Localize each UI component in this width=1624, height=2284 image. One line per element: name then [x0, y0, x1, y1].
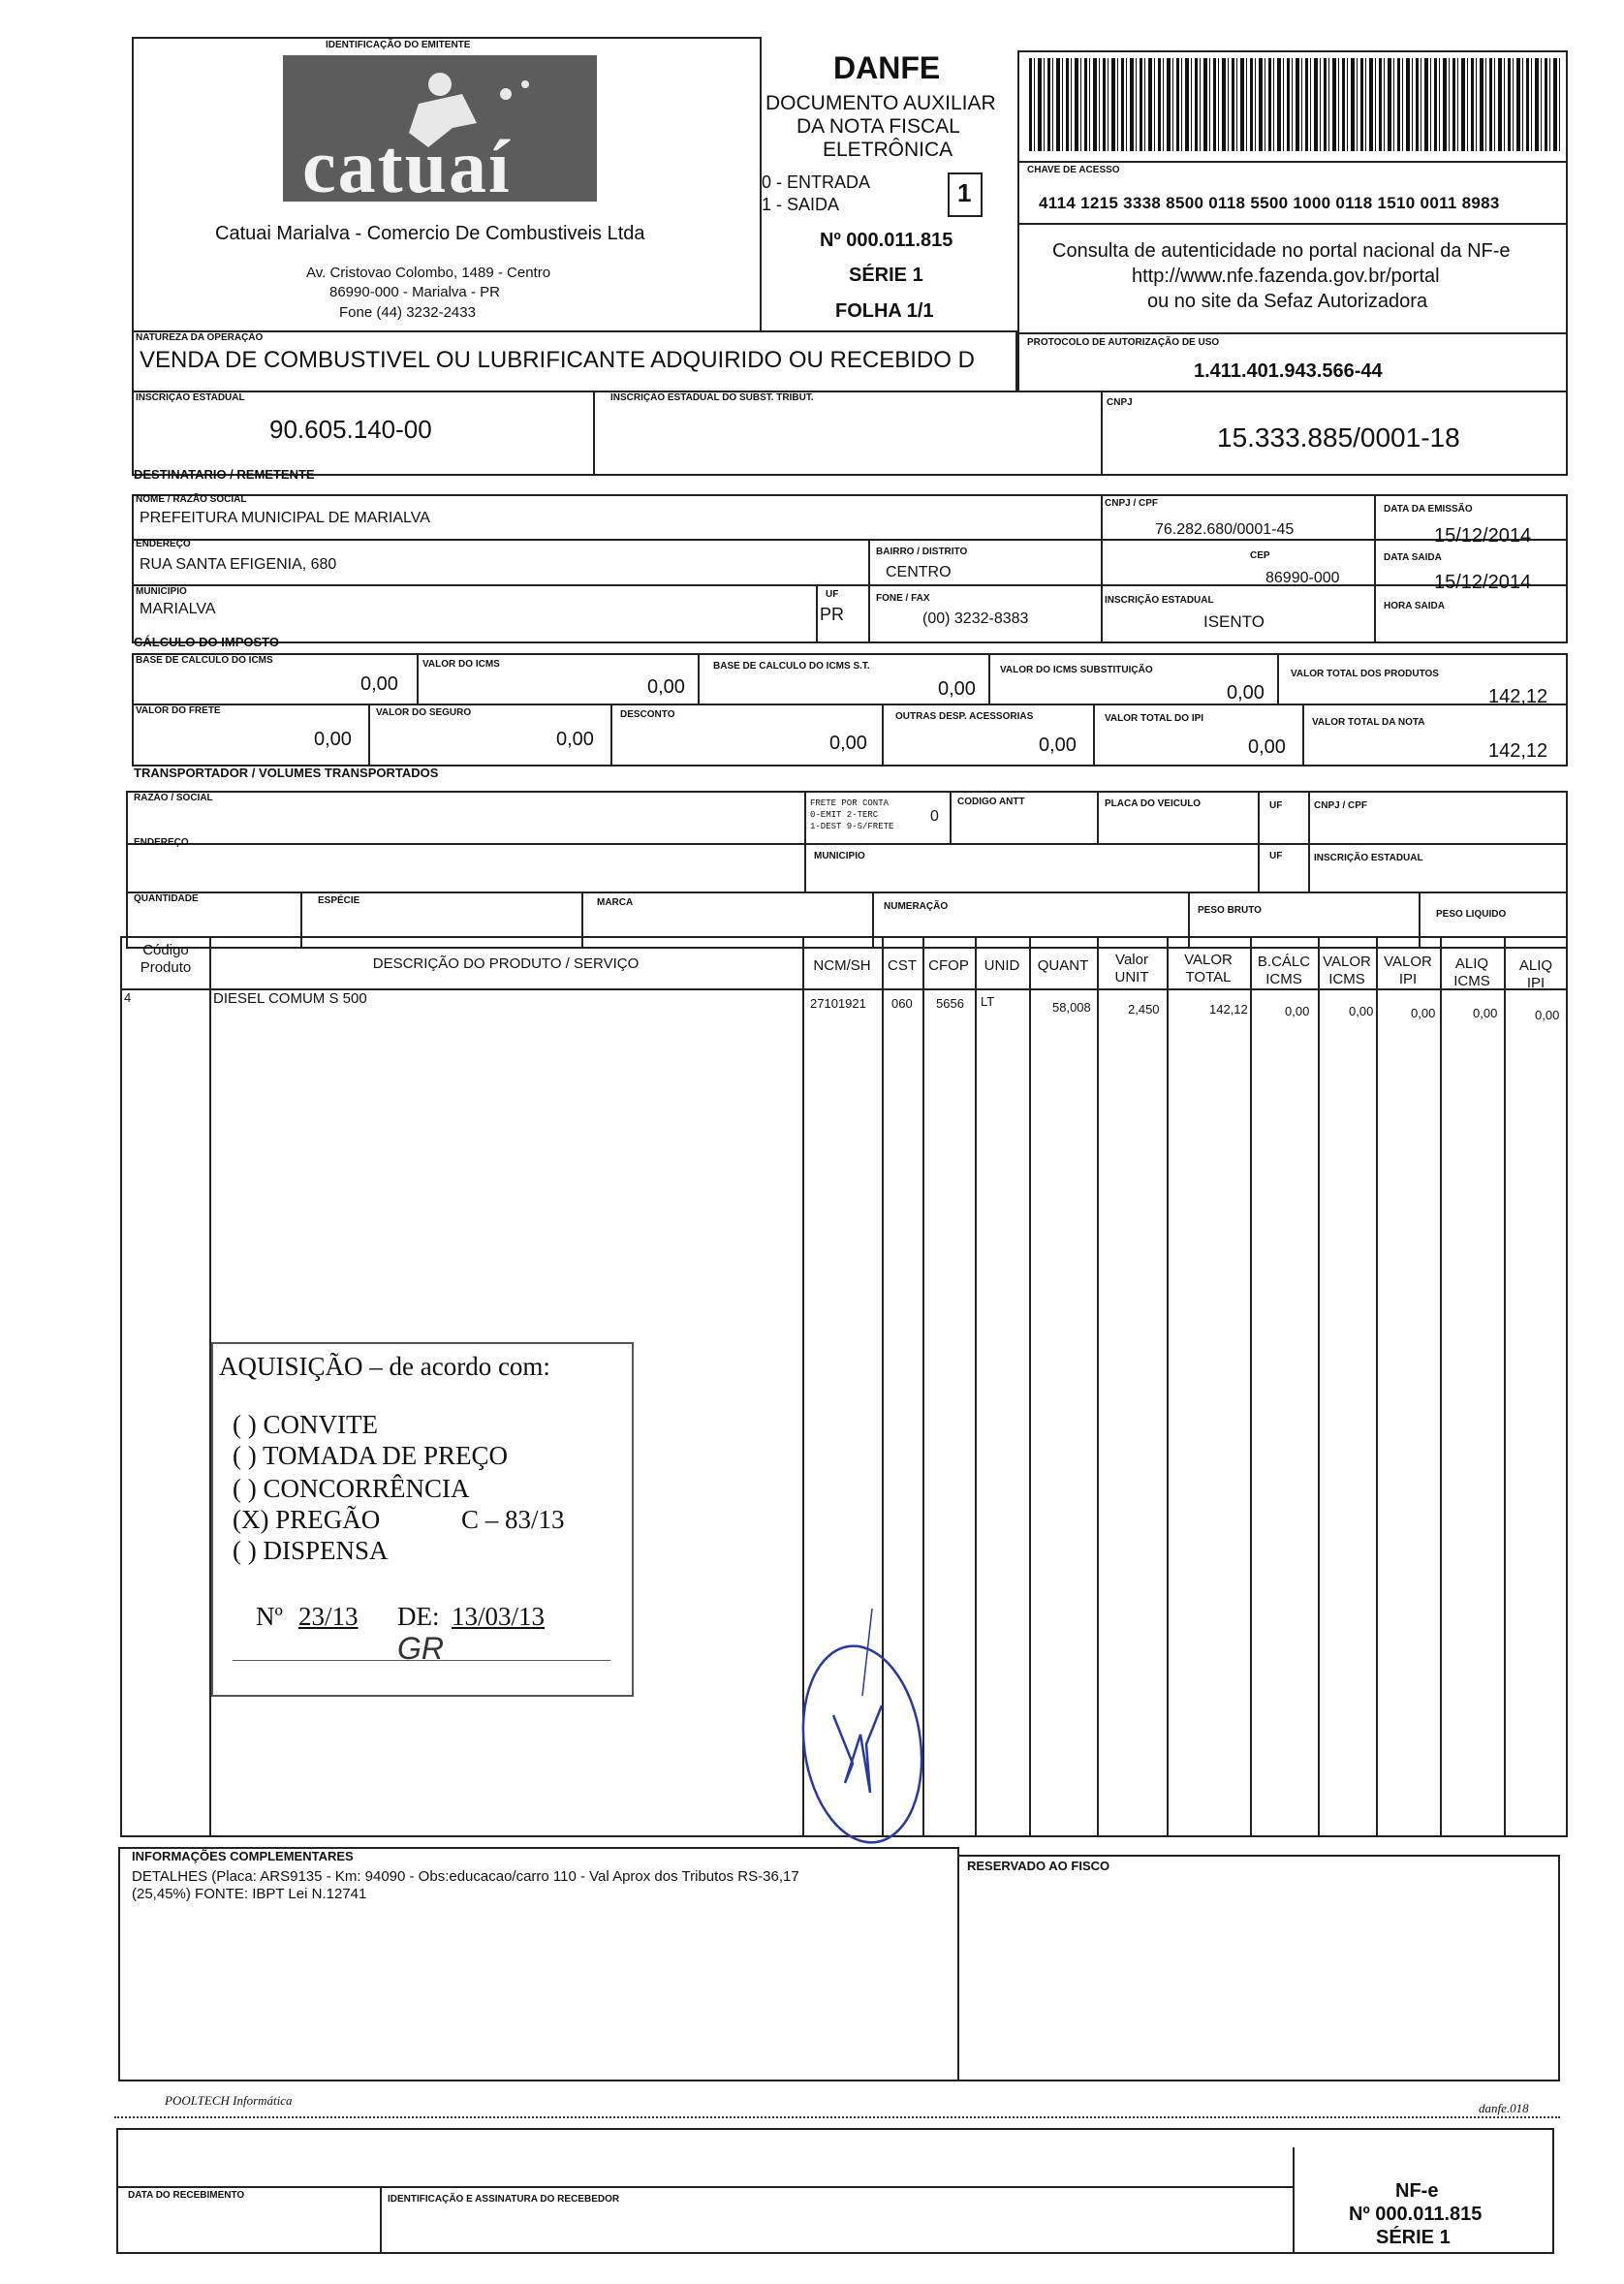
transp-uf-label: UF	[1269, 800, 1283, 811]
desconto: 0,00	[829, 733, 867, 754]
quantidade-label: QUANTIDADE	[134, 893, 199, 904]
th-cst: CST	[888, 957, 917, 974]
saida-label: 1 - SAIDA	[762, 195, 840, 214]
stamp-initials: GR	[397, 1631, 444, 1666]
dest-cep-label: CEP	[1250, 550, 1270, 561]
transp-endereco-label: ENDEREÇO	[134, 837, 189, 848]
danfe-serie: SÉRIE 1	[849, 265, 923, 286]
stamp-numero-label: Nº	[256, 1602, 283, 1631]
natureza-label: NATUREZA DA OPERAÇÃO	[136, 332, 264, 343]
base-icms: 0,00	[360, 673, 398, 695]
cell-aliq-ipi: 0,00	[1535, 1008, 1560, 1022]
danfe-numero: Nº 000.011.815	[820, 230, 953, 251]
company-logo	[283, 55, 597, 208]
cell-valor-unit: 2,450	[1128, 1002, 1160, 1017]
frete-value: 0	[930, 808, 939, 825]
dest-uf: PR	[820, 605, 845, 624]
th-unid: UNID	[984, 957, 1020, 974]
inscricao-value: 90.605.140-00	[269, 415, 432, 444]
placa-label: PLACA DO VEICULO	[1105, 798, 1202, 809]
valor-icms-label: VALOR DO ICMS	[422, 659, 500, 670]
th-valor-ipi: VALOR IPI	[1384, 954, 1432, 987]
stamp-opt4b: C – 83/13	[461, 1505, 565, 1534]
th-cfop: CFOP	[928, 957, 969, 974]
emitente-address2: 86990-000 - Marialva - PR	[329, 284, 500, 300]
ipi-label: VALOR TOTAL DO IPI	[1105, 713, 1204, 724]
cell-unid: LT	[981, 994, 995, 1009]
logo-text: catuaí	[302, 124, 512, 208]
cell-cst: 060	[891, 996, 913, 1011]
entrada-label: 0 - ENTRADA	[762, 172, 871, 192]
frete-line3: 1-DEST 9-S/FRETE	[810, 822, 894, 831]
marca-label: MARCA	[597, 897, 634, 908]
consulta-line3: ou no site da Sefaz Autorizadora	[1147, 291, 1428, 312]
cut-line	[114, 2116, 1560, 2118]
receipt-box	[116, 2128, 1554, 2254]
complementares-label: INFORMAÇÕES COMPLEMENTARES	[132, 1849, 354, 1863]
barcode	[1029, 58, 1560, 151]
base-st-label: BASE DE CALCULO DO ICMS S.T.	[713, 661, 870, 672]
outras: 0,00	[1039, 735, 1077, 756]
dest-hora-label: HORA SAIDA	[1384, 601, 1445, 611]
icms-st: 0,00	[1227, 682, 1265, 704]
receipt-nfe: NF-e	[1395, 2180, 1439, 2202]
valor-icms: 0,00	[647, 676, 685, 698]
acquisition-stamp	[211, 1342, 634, 1697]
base-icms-label: BASE DE CALCULO DO ICMS	[136, 655, 273, 666]
stamp-opt2: ( ) TOMADA DE PREÇO	[233, 1441, 509, 1470]
cell-bcalc-icms: 0,00	[1285, 1004, 1310, 1018]
dest-nome-label: NOME / RAZÃO SOCIAL	[136, 494, 247, 505]
total-nota-label: VALOR TOTAL DA NOTA	[1312, 717, 1425, 728]
stamp-data: 13/03/13	[452, 1602, 546, 1631]
seguro-label: VALOR DO SEGURO	[376, 707, 472, 718]
fisco-box	[957, 1855, 1560, 2081]
numeracao-label: NUMERAÇÃO	[884, 901, 949, 912]
total-nota: 142,12	[1488, 740, 1548, 762]
emitente-name: Catuai Marialva - Comercio De Combustiveis Ltda	[215, 223, 645, 244]
stamp-opt5: ( ) DISPENSA	[233, 1536, 389, 1565]
dest-cnpj: 76.282.680/0001-45	[1155, 521, 1295, 538]
danfe-subtitle2: DA NOTA FISCAL	[796, 115, 960, 138]
stamp-numero: 23/13	[298, 1602, 359, 1631]
th-descricao: DESCRIÇÃO DO PRODUTO / SERVIÇO	[372, 955, 640, 972]
transp-ie-label: INSCRIÇÃO ESTADUAL	[1314, 853, 1423, 863]
protocolo-value: 1.411.401.943.566-44	[1194, 360, 1383, 382]
inscricao-label: INSCRIÇÃO ESTADUAL	[136, 392, 245, 403]
dest-ie: ISENTO	[1203, 612, 1265, 631]
imposto-section: CÁLCULO DO IMPOSTO	[134, 635, 279, 649]
tipo-value: 1	[957, 178, 972, 207]
dest-cnpj-label: CNPJ / CPF	[1105, 498, 1159, 509]
th-valor-icms: VALOR ICMS	[1323, 954, 1371, 987]
stamp-data-label: DE:	[397, 1602, 440, 1631]
stamp-title: AQUISIÇÃO – de acordo com:	[219, 1352, 550, 1381]
th-codigo: Código Produto	[140, 942, 192, 976]
emitente-section-label: IDENTIFICAÇÃO DO EMITENTE	[326, 40, 471, 50]
outras-label: OUTRAS DESP. ACESSORIAS	[895, 711, 1034, 722]
frete-label: VALOR DO FRETE	[136, 705, 221, 716]
cell-quant: 58,008	[1052, 1000, 1091, 1015]
dest-nome: PREFEITURA MUNICIPAL DE MARIALVA	[140, 510, 430, 526]
cell-valor-icms: 0,00	[1349, 1004, 1374, 1018]
dest-bairro: CENTRO	[886, 564, 952, 580]
frete-line2: 0-EMIT 2-TERC	[810, 810, 879, 820]
fisco-label: RESERVADO AO FISCO	[967, 1859, 1110, 1873]
total-prod: 142,12	[1488, 686, 1548, 707]
emitente-phone: Fone (44) 3232-2433	[339, 304, 476, 321]
dest-emissao-label: DATA DA EMISSÃO	[1384, 504, 1473, 515]
cell-cfop: 5656	[936, 996, 964, 1011]
cell-valor-ipi: 0,00	[1411, 1006, 1436, 1020]
assinatura-label: IDENTIFICAÇÃO E ASSINATURA DO RECEBEDOR	[388, 2194, 620, 2205]
stamp-opt1: ( ) CONVITE	[233, 1410, 378, 1439]
complementares-line2: (25,45%) FONTE: IBPT Lei N.12741	[132, 1886, 367, 1902]
dest-saida-label: DATA SAIDA	[1384, 552, 1442, 563]
icms-st-label: VALOR DO ICMS SUBSTITUIÇÃO	[1000, 665, 1153, 675]
dest-uf-label: UF	[826, 589, 839, 600]
dest-municipio: MARIALVA	[140, 601, 216, 617]
ipi: 0,00	[1248, 736, 1286, 758]
dest-bairro-label: BAIRRO / DISTRITO	[876, 547, 968, 557]
dest-emissao: 15/12/2014	[1434, 525, 1532, 547]
peso-liquido-label: PESO LIQUIDO	[1436, 909, 1507, 920]
dest-municipio-label: MUNICIPIO	[136, 586, 187, 597]
frete-line1: FRETE POR CONTA	[810, 798, 890, 808]
cnpj-label: CNPJ	[1107, 397, 1133, 408]
dest-ie-label: INSCRIÇÃO ESTADUAL	[1105, 595, 1214, 606]
receipt-numero: Nº 000.011.815	[1349, 2204, 1483, 2225]
antt-label: CODIGO ANTT	[957, 797, 1025, 807]
cell-codigo: 4	[124, 990, 132, 1005]
natureza-value: VENDA DE COMBUSTIVEL OU LUBRIFICANTE ADQUIRIDO OU RECEBIDO D	[140, 347, 975, 373]
cell-ncm: 27101921	[810, 996, 866, 1011]
th-quant: QUANT	[1037, 957, 1089, 974]
peso-bruto-label: PESO BRUTO	[1198, 905, 1262, 916]
dest-fone-label: FONE / FAX	[876, 593, 930, 604]
emitente-address1: Av. Cristovao Colombo, 1489 - Centro	[306, 265, 551, 281]
dest-fone: (00) 3232-8383	[922, 610, 1029, 627]
desconto-label: DESCONTO	[620, 709, 675, 720]
dest-endereco: RUA SANTA EFIGENIA, 680	[140, 556, 337, 573]
dest-saida: 15/12/2014	[1434, 572, 1532, 593]
transp-uf2-label: UF	[1269, 851, 1283, 861]
dest-cep: 86990-000	[1265, 570, 1340, 586]
danfe-title: DANFE	[833, 50, 941, 85]
dest-endereco-label: ENDEREÇO	[136, 539, 191, 549]
signature-mark	[795, 1589, 930, 1861]
software-credit: POOLTECH Informática	[165, 2093, 293, 2108]
emitente-cnpj: 15.333.885/0001-18	[1217, 422, 1460, 453]
seguro: 0,00	[556, 729, 594, 750]
receipt-serie: SÉRIE 1	[1376, 2227, 1451, 2248]
th-aliq-ipi: ALIQ IPI	[1518, 957, 1553, 991]
th-valor-total: VALOR TOTAL	[1184, 952, 1233, 986]
danfe-subtitle3: ELETRÔNICA	[823, 139, 953, 161]
th-valor-unit: Valor UNIT	[1114, 952, 1149, 986]
chave-value: 4114 1215 3338 8500 0118 5500 1000 0118 1510 0011 8983	[1039, 194, 1500, 212]
danfe-folha: FOLHA 1/1	[835, 300, 934, 322]
consulta-line2: http://www.nfe.fazenda.gov.br/portal	[1132, 266, 1440, 287]
complementares-line1: DETALHES (Placa: ARS9135 - Km: 94090 - Obs:educacao/carro 110 - Val Aprox dos Tributos RS-36,17	[132, 1868, 799, 1885]
base-st: 0,00	[938, 678, 976, 700]
th-aliq-icms: ALIQ ICMS	[1453, 955, 1490, 989]
transp-municipio-label: MUNICIPIO	[814, 851, 865, 861]
frete: 0,00	[314, 729, 352, 750]
danfe-subtitle1: DOCUMENTO AUXILIAR	[765, 92, 996, 114]
th-ncm: NCM/SH	[813, 957, 871, 974]
transp-cnpj-label: CNPJ / CPF	[1314, 800, 1368, 811]
total-prod-label: VALOR TOTAL DOS PRODUTOS	[1291, 669, 1439, 679]
destinatario-section: DESTINATARIO / REMETENTE	[134, 467, 315, 482]
especie-label: ESPÉCIE	[318, 895, 360, 906]
protocolo-label: PROTOCOLO DE AUTORIZAÇÃO DE USO	[1027, 337, 1220, 348]
transportador-section: TRANSPORTADOR / VOLUMES TRANSPORTADOS	[134, 766, 439, 780]
stamp-opt3: ( ) CONCORRÊNCIA	[233, 1474, 470, 1503]
th-bcalc-icms: B.CÁLC ICMS	[1257, 954, 1311, 987]
form-id: danfe.018	[1479, 2101, 1529, 2115]
cell-descricao: DIESEL COMUM S 500	[213, 990, 367, 1007]
recebimento-label: DATA DO RECEBIMENTO	[128, 2190, 245, 2201]
stamp-opt4: (X) PREGÃO	[233, 1505, 381, 1534]
chave-label: CHAVE DE ACESSO	[1027, 165, 1120, 175]
consulta-line1: Consulta de autenticidade no portal nacional da NF-e	[1052, 240, 1511, 262]
razao-label: RAZÃO / SOCIAL	[134, 793, 213, 803]
cell-aliq-icms: 0,00	[1473, 1006, 1498, 1020]
cell-valor-total: 142,12	[1209, 1002, 1248, 1017]
subst-label: INSCRIÇÃO ESTADUAL DO SUBST. TRIBUT.	[610, 392, 814, 403]
